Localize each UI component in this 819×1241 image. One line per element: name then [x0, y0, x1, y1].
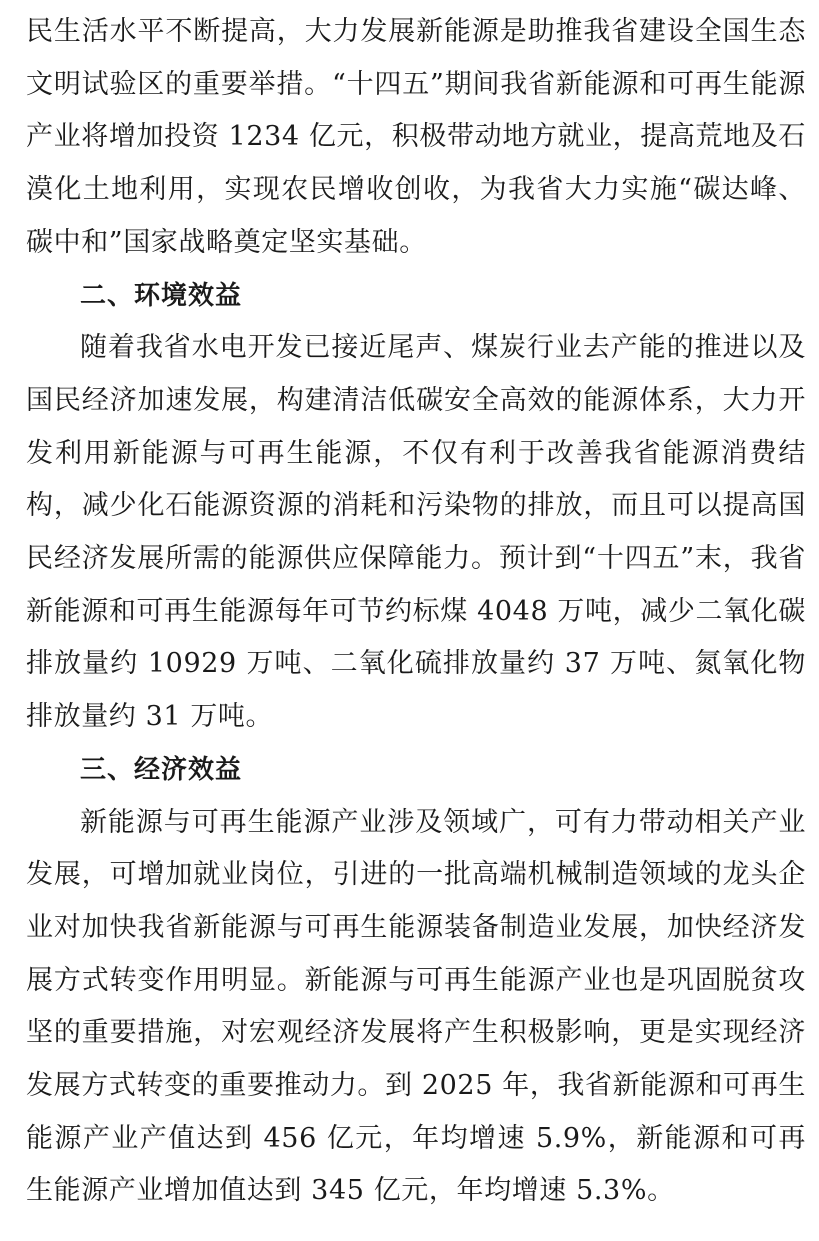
- section-heading-economic-benefit: 三、经济效益: [80, 754, 243, 785]
- section-heading-environmental-benefit: 二、环境效益: [80, 280, 243, 311]
- paragraph-economic-benefit: 新能源与可再生能源产业涉及领域广，可有力带动相关产业发展，可增加就业岗位，引进的一批高端机械制造领域的龙头企业对加快我省新能源与可再生能源装备制造业发展，加快经济发展方式转变作用明显。新能源与可再生能源产业也是巩固脱贫攻坚的重要措施，对宏观经济发展将产生积极影响，更是实现经济发展方式转变的重要推动力。到 2025 年，我省新能源和可再生能源产业产值达到 456 亿元，年均增速 5.9%，新能源和可再生能源产业增加值达到 345 亿元，年均增速 5.3%。: [26, 806, 806, 1207]
- paragraph-social-benefit-continued: 民生活水平不断提高，大力发展新能源是助推我省建设全国生态文明试验区的重要举措。“十四五”期间我省新能源和可再生能源产业将增加投资 1234 亿元，积极带动地方就业，提高荒地及石漠化土地利用，实现农民增收创收，为我省大力实施“碳达峰、碳中和”国家战略奠定坚实基础。: [26, 16, 806, 258]
- document-page: [26, 6, 806, 1218]
- paragraph-environmental-benefit: 随着我省水电开发已接近尾声、煤炭行业去产能的推进以及国民经济加速发展，构建清洁低碳安全高效的能源体系，大力开发利用新能源与可再生能源，不仅有利于改善我省能源消费结构，减少化石能源资源的消耗和污染物的排放，而且可以提高国民经济发展所需的能源供应保障能力。预计到“十四五”末，我省新能源和可再生能源每年可节约标煤 4048 万吨，减少二氧化碳排放量约 10929 万吨、二氧化硫排放量约 37 万吨、氮氧化物排放量约 31 万吨。: [26, 332, 806, 733]
